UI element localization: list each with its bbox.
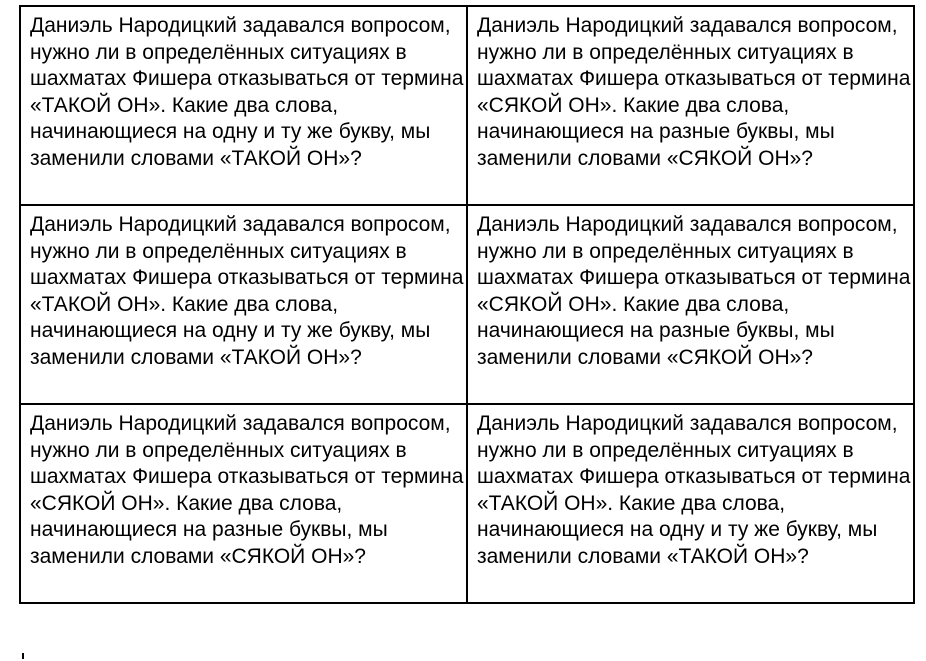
handout-table [19, 5, 915, 604]
handout-text: Даниэль Народицкий задавался вопросом, нужно ли в определённых ситуациях в шахматах Фишера отказываться от термина «ТАКОЙ ОН». Какие два слова, начинающиеся на одну и ту же букву, мы заменили словами «ТАКОЙ ОН»? [30, 213, 464, 369]
handout-text: Даниэль Народицкий задавался вопросом, нужно ли в определённых ситуациях в шахматах Фишера отказываться от термина «ТАКОЙ ОН». Какие два слова, начинающиеся на одну и ту же букву, мы заменили словами «ТАКОЙ ОН»? [30, 14, 464, 170]
handout-cell [20, 404, 467, 603]
handout-text: Даниэль Народицкий задавался вопросом, нужно ли в определённых ситуациях в шахматах Фишера отказываться от термина «СЯКОЙ ОН». Какие два слова, начинающиеся на разные буквы, мы заменили словами «СЯКОЙ ОН»? [30, 412, 464, 568]
handout-text: Даниэль Народицкий задавался вопросом, нужно ли в определённых ситуациях в шахматах Фишера отказываться от термина «СЯКОЙ ОН». Какие два слова, начинающиеся на разные буквы, мы заменили словами «СЯКОЙ ОН»? [477, 213, 911, 369]
page-corner-mark [22, 653, 24, 659]
handout-cell [467, 6, 914, 205]
handout-cell [20, 6, 467, 205]
handout-text: Даниэль Народицкий задавался вопросом, нужно ли в определённых ситуациях в шахматах Фишера отказываться от термина «СЯКОЙ ОН». Какие два слова, начинающиеся на разные буквы, мы заменили словами «СЯКОЙ ОН»? [477, 14, 911, 170]
handout-text: Даниэль Народицкий задавался вопросом, нужно ли в определённых ситуациях в шахматах Фишера отказываться от термина «ТАКОЙ ОН». Какие два слова, начинающиеся на одну и ту же букву, мы заменили словами «ТАКОЙ ОН»? [477, 412, 911, 568]
table-row [20, 6, 914, 205]
handout-cell [467, 404, 914, 603]
handout-cell [467, 205, 914, 404]
table-row [20, 205, 914, 404]
handout-cell [20, 205, 467, 404]
table-row [20, 404, 914, 603]
